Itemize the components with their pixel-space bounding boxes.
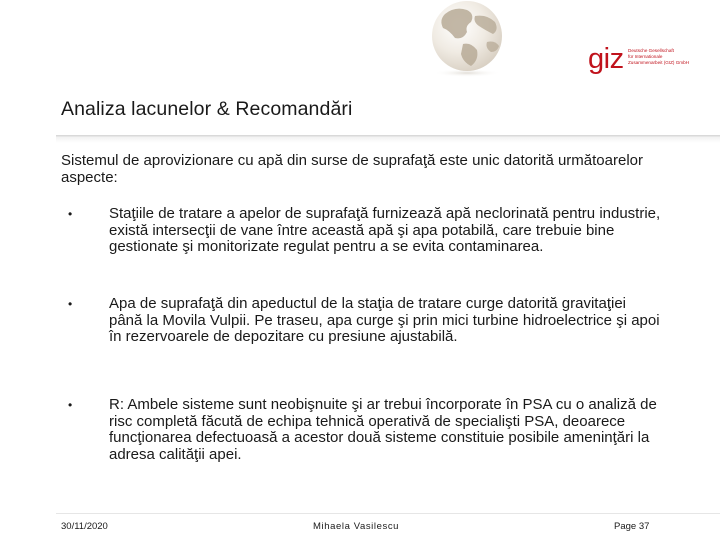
footer-author: Mihaela Vasilescu	[313, 521, 400, 532]
bullet-text: Apa de suprafaţă din apeductul de la staţia de tratare curge datorită gravitaţiei până la Movila Vulpii. Pe traseu, apa curge şi prin mici turbine hidroelectrice şi apoi în rezervoarele de depozitare cu presiune ajustabilă.	[109, 295, 660, 345]
bullet-text: R: Ambele sisteme sunt neobişnuite şi ar trebui încorporate în PSA cu o analiză de risc completă făcută de echipa tehnică operativă de specialişti PSA, deoarece funcţionarea defectuoasă a acestor două sisteme constituie posibile ameninţări la adresa calităţii apei.	[109, 396, 657, 463]
footer-divider	[56, 513, 720, 514]
footer-date: 30/11/2020	[61, 521, 108, 532]
logo-organization-name: Deutsche Gesellschaft für Internationale Zusammenarbeit (GIZ) GmbH	[628, 48, 690, 65]
intro-paragraph: Sistemul de aprovizionare cu apă din surse de suprafaţă este unic datorită următoarelor aspecte:	[61, 152, 643, 186]
bullet-item	[61, 296, 661, 397]
bullet-marker: •	[68, 297, 73, 311]
logo-wordmark: giz	[588, 43, 624, 75]
giz-logo	[588, 44, 700, 74]
bullet-marker: •	[68, 398, 73, 412]
slide-title: Analiza lacunelor & Recomandări	[61, 98, 353, 120]
page-number: Page 37	[614, 521, 650, 532]
bullet-marker: •	[68, 207, 73, 221]
bullet-text: Staţiile de tratare a apelor de suprafaţă furnizează apă neclorinată pentru industrie, există intersecţii de vane între această apă şi apa potabilă, care trebuie bine gestionate şi monitorizate regulat pentru a se evita contaminarea.	[109, 205, 661, 255]
globe-icon	[405, 0, 520, 78]
bullet-item	[61, 206, 661, 296]
bullet-item	[61, 397, 661, 463]
title-divider	[56, 135, 720, 143]
bullet-list	[61, 206, 661, 463]
